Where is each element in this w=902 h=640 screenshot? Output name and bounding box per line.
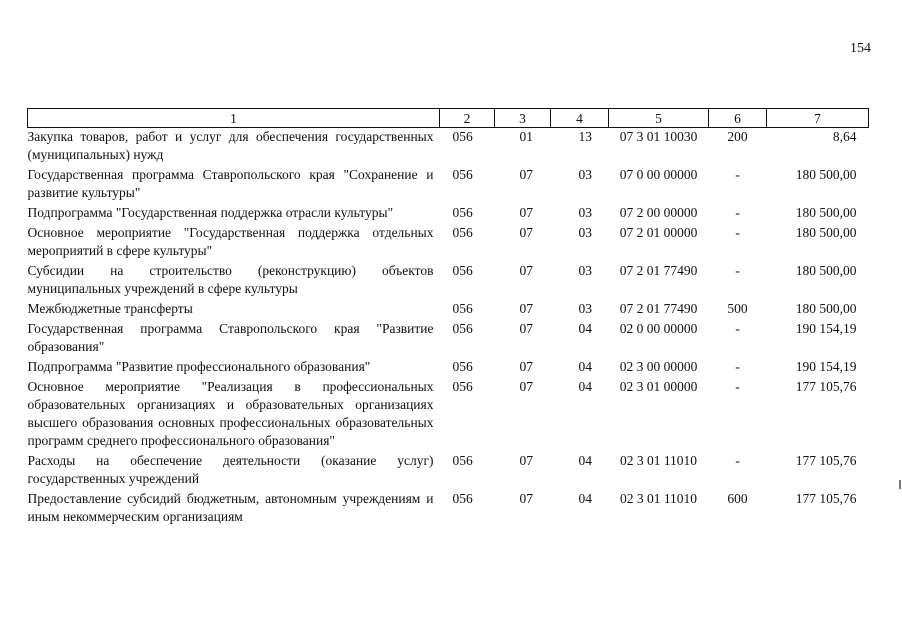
row-expense-type: - bbox=[735, 205, 740, 220]
row-target-code: 07 2 01 00000 bbox=[619, 225, 698, 240]
row-section-code: 07 bbox=[519, 301, 533, 316]
row-target-code: 02 3 01 00000 bbox=[619, 379, 698, 394]
row-section-code: 07 bbox=[519, 359, 533, 374]
row-section-code: 07 bbox=[519, 225, 533, 240]
row-section-code: 07 bbox=[519, 321, 533, 336]
row-amount: 177 105,76 bbox=[795, 453, 857, 468]
row-name: Подпрограмма "Государственная поддержка отрасли культуры" bbox=[27, 205, 394, 220]
header-col-5: 5 bbox=[609, 109, 709, 128]
row-target-code: 07 3 01 10030 bbox=[619, 129, 698, 144]
header-col-3: 3 bbox=[495, 109, 551, 128]
row-subsection-code: 03 bbox=[578, 167, 592, 182]
row-expense-type: - bbox=[735, 453, 740, 468]
row-target-code: 02 3 01 11010 bbox=[619, 491, 698, 506]
row-amount: 190 154,19 bbox=[795, 321, 857, 336]
row-subsection-code: 04 bbox=[578, 321, 592, 336]
budget-table bbox=[27, 108, 869, 528]
row-expense-type: 500 bbox=[727, 301, 748, 316]
row-target-code: 07 2 00 00000 bbox=[619, 205, 698, 220]
header-col-1: 1 bbox=[28, 109, 440, 128]
row-ministry-code: 056 bbox=[452, 359, 473, 374]
row-name: Государственная программа Ставропольского края "Сохранение и развитие культуры" bbox=[27, 167, 434, 200]
table-row bbox=[28, 490, 869, 528]
table-row bbox=[28, 300, 869, 320]
row-ministry-code: 056 bbox=[452, 263, 473, 278]
row-expense-type: - bbox=[735, 359, 740, 374]
row-ministry-code: 056 bbox=[452, 129, 473, 144]
row-name: Предоставление субсидий бюджетным, автономным учреждениям и иным некоммерческим организациям bbox=[27, 491, 434, 524]
table-row bbox=[28, 452, 869, 490]
row-amount: 177 105,76 bbox=[795, 491, 857, 506]
row-amount: 180 500,00 bbox=[795, 263, 857, 278]
row-name: Государственная программа Ставропольского края "Развитие образования" bbox=[27, 321, 434, 354]
table-row bbox=[28, 128, 869, 167]
row-ministry-code: 056 bbox=[452, 167, 473, 182]
row-subsection-code: 03 bbox=[578, 263, 592, 278]
row-section-code: 01 bbox=[519, 129, 533, 144]
row-subsection-code: 03 bbox=[578, 205, 592, 220]
row-target-code: 02 0 00 00000 bbox=[619, 321, 698, 336]
row-name: Межбюджетные трансферты bbox=[27, 301, 193, 316]
header-row bbox=[28, 109, 869, 128]
row-expense-type: - bbox=[735, 321, 740, 336]
table-row bbox=[28, 166, 869, 204]
row-subsection-code: 04 bbox=[578, 379, 592, 394]
row-expense-type: - bbox=[735, 225, 740, 240]
row-expense-type: 600 bbox=[727, 491, 748, 506]
row-name: Субсидии на строительство (реконструкцию) объектов муниципальных учреждений в сфере культуры bbox=[27, 263, 434, 296]
row-amount: 180 500,00 bbox=[795, 225, 857, 240]
row-section-code: 07 bbox=[519, 205, 533, 220]
row-ministry-code: 056 bbox=[452, 453, 473, 468]
header-col-2: 2 bbox=[440, 109, 495, 128]
row-subsection-code: 04 bbox=[578, 491, 592, 506]
row-ministry-code: 056 bbox=[452, 301, 473, 316]
row-subsection-code: 03 bbox=[578, 301, 592, 316]
row-expense-type: - bbox=[735, 263, 740, 278]
row-amount: 177 105,76 bbox=[795, 379, 857, 394]
header-col-7: 7 bbox=[767, 109, 869, 128]
row-section-code: 07 bbox=[519, 263, 533, 278]
row-name: Основное мероприятие "Реализация в профессиональных образовательных организациях и образовательных организациях высшего образования основных профессиональных образовательных программ среднего профессионального образования" bbox=[27, 379, 434, 448]
row-name: Закупка товаров, работ и услуг для обеспечения государственных (муниципальных) нужд bbox=[27, 129, 434, 162]
row-ministry-code: 056 bbox=[452, 225, 473, 240]
row-ministry-code: 056 bbox=[452, 379, 473, 394]
row-subsection-code: 13 bbox=[578, 129, 592, 144]
row-section-code: 07 bbox=[519, 453, 533, 468]
table-row bbox=[28, 224, 869, 262]
row-amount: 180 500,00 bbox=[795, 301, 857, 316]
row-section-code: 07 bbox=[519, 167, 533, 182]
row-target-code: 07 2 01 77490 bbox=[619, 301, 698, 316]
table-row bbox=[28, 358, 869, 378]
row-subsection-code: 04 bbox=[578, 359, 592, 374]
row-target-code: 07 2 01 77490 bbox=[619, 263, 698, 278]
row-section-code: 07 bbox=[519, 379, 533, 394]
header-col-6: 6 bbox=[709, 109, 767, 128]
row-subsection-code: 04 bbox=[578, 453, 592, 468]
row-name: Основное мероприятие "Государственная поддержка отдельных мероприятий в сфере культуры" bbox=[27, 225, 434, 258]
row-name: Подпрограмма "Развитие профессионального образования" bbox=[27, 359, 371, 374]
row-amount: 180 500,00 bbox=[795, 205, 857, 220]
row-expense-type: - bbox=[735, 167, 740, 182]
row-expense-type: 200 bbox=[727, 129, 748, 144]
row-subsection-code: 03 bbox=[578, 225, 592, 240]
row-amount: 180 500,00 bbox=[795, 167, 857, 182]
header-col-4: 4 bbox=[551, 109, 609, 128]
table-row bbox=[28, 262, 869, 300]
row-target-code: 07 0 00 00000 bbox=[619, 167, 698, 182]
row-ministry-code: 056 bbox=[452, 205, 473, 220]
row-name: Расходы на обеспечение деятельности (оказание услуг) государственных учреждений bbox=[27, 453, 434, 486]
edge-mark bbox=[899, 480, 901, 489]
page-number: 154 bbox=[850, 41, 871, 56]
row-expense-type: - bbox=[735, 379, 740, 394]
row-amount: 8,64 bbox=[832, 129, 857, 144]
row-target-code: 02 3 00 00000 bbox=[619, 359, 698, 374]
row-ministry-code: 056 bbox=[452, 321, 473, 336]
row-target-code: 02 3 01 11010 bbox=[619, 453, 698, 468]
row-ministry-code: 056 bbox=[452, 491, 473, 506]
table-row bbox=[28, 320, 869, 358]
table-row bbox=[28, 378, 869, 452]
table-row bbox=[28, 204, 869, 224]
row-section-code: 07 bbox=[519, 491, 533, 506]
row-amount: 190 154,19 bbox=[795, 359, 857, 374]
